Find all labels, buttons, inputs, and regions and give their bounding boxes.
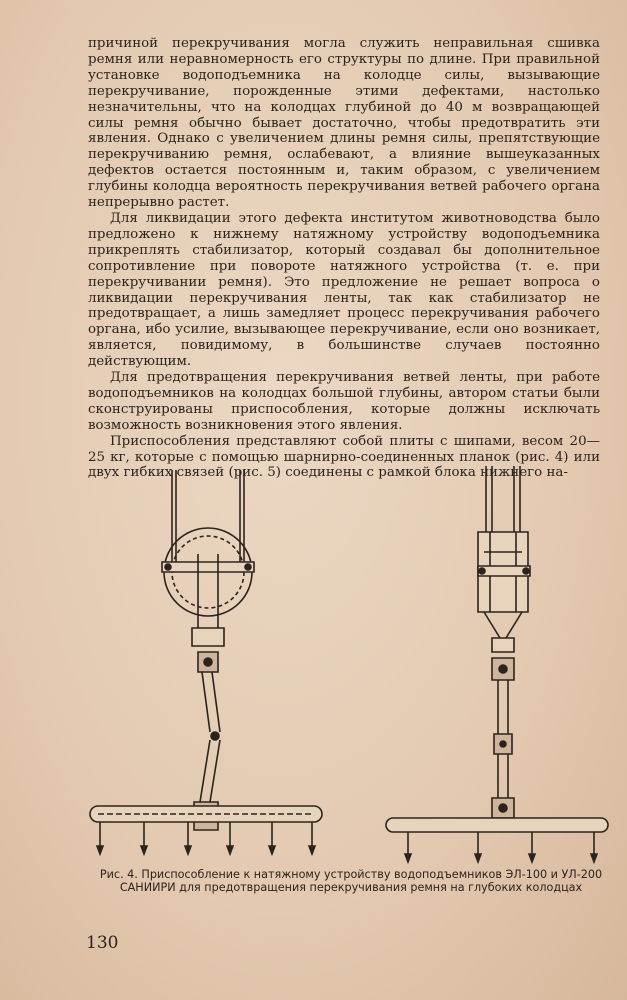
- figure-caption: [84, 868, 618, 894]
- paragraph-2: Для ликвидации этого дефекта институтом животноводства было предложено к нижнему натяжному устройству водоподъемника прикреплять стабилизатор, который создавал бы дополнительное сопротивление при повороте натяжного устройства (т. е. при перекручивании ремня). Это предложение не решает вопроса о ликвидации перекручивания ленты, так как стабилизатор не предотвращает, а лишь замедляет процесс перекручивания рабочего органа, ибо усилие, вызывающее перекручивание, если оно возникает, является, повидимому, в большинстве случаев постоянно действующим.: [88, 210, 600, 370]
- caption-line-2: САНИИРИ для предотвращения перекручивания ремня на глубоких колодцах: [119, 881, 583, 894]
- figure-articulated-links: [84, 462, 338, 882]
- figure-flexible-links: [368, 462, 618, 882]
- paragraph-3: Для предотвращения перекручивания ветвей ленты, при работе водоподъемников на колодцах большой глубины, автором статьи были сконструированы приспособления, которые должны исключать возможность возникновения этого явления.: [88, 370, 600, 433]
- body-text: [88, 36, 600, 481]
- paragraph-1: причиной перекручивания могла служить неправильная сшивка ремня или неравномерность его структуры по длине. При правильной установке водоподъемника на колодце силы, вызывающие перекручивание, порожденные этими дефектами, настолько незначительны, что на колодцах глубиной до 40 м возвращающей силы ремня обычно бывает достаточно, чтобы предотвратить эти явления. Однако с увеличением длины ремня силы, препятствующие перекручиванию ремня, ослабевают, а влияние вышеуказанных дефектов остается постоянным и, таким образом, с увеличением глубины колодца вероятность перекручивания ветвей рабочего органа непрерывно растет.: [88, 36, 600, 211]
- page-number: 130: [86, 933, 119, 953]
- paragraph-4: Приспособления представляют собой плиты с шипами, весом 20—25 кг, которые с помощью шарнирно-соединенных планок (рис. 4) или двух гибких связей (рис. 5) соединены с рамкой блока нижнего на-: [88, 433, 600, 481]
- caption-line-1: Рис. 4. Приспособление к натяжному устройству водоподъемников ЭЛ-100 и УЛ-200: [99, 868, 603, 881]
